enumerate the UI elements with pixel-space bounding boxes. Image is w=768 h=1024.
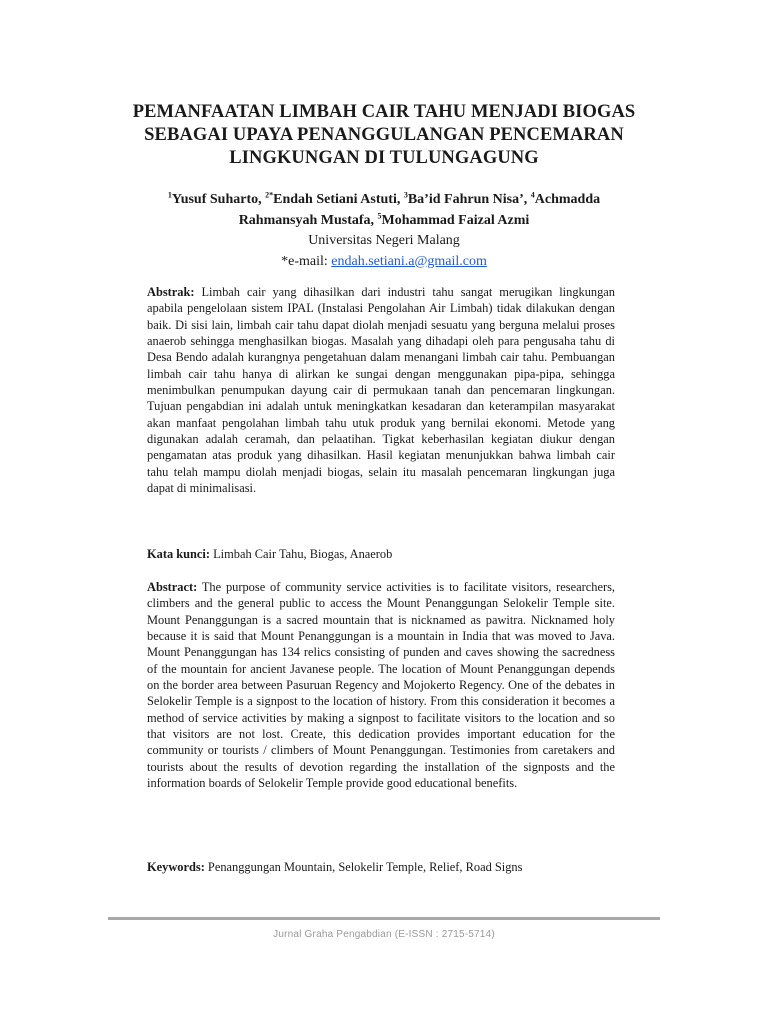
abstract-label: Abstract: xyxy=(147,580,198,594)
journal-footer: Jurnal Graha Pengabdian (E-ISSN : 2715-5714) xyxy=(273,929,495,940)
paper-title xyxy=(110,101,658,170)
kata-kunci-paragraph xyxy=(147,546,615,562)
author-4: $^4$Achmadda xyxy=(530,190,601,207)
author-5: $^5$Mohammad Faizal Azmi xyxy=(377,210,530,228)
title-line-3: LINGKUNGAN DI TULUNGAGUNG xyxy=(229,148,539,168)
keywords-paragraph xyxy=(147,859,615,875)
author-4-cont: Rahmansyah Mustafa, xyxy=(238,212,378,228)
kata-kunci-label: Kata kunci: xyxy=(147,547,210,561)
author-block xyxy=(110,190,658,272)
keywords-label: Keywords: xyxy=(147,860,205,874)
abstrak-text: Limbah cair yang dihasilkan dari industri tahu sangat merugikan lingkungan apabila pengelolaan sistem IPAL (Instalasi Pengolahan Air Limbah) tidak dilakukan dengan baik. Di sisi lain, limbah cair tahu dapat diolah menjadi sesuatu yang berguna melalui proses anaerob sehingga menghasilkan biogas. Masalah yang dihadapi oleh para pengusaha tahu di Desa Bendo adalah kurangnya pengetahuan dalam menangani limbah cair tahu. Pembuangan limbah cair tahu hanya di alirkan ke sungai dengan menggunakan pipa-pipa, sehingga menimbulkan penumpukan dayung cair di permukaan tanah dan pencemaran lingkungan. Tujuan pengabdian ini adalah untuk meningkatkan kesadaran dan keterampilan masyarakat akan manfaat pengolahan limbah tahu utuk produk yang bernilai ekonomi. Metode yang digunakan adalah ceramah, dan pelaatihan. Tigkat keberhasilan kegiatan diukur dengan pengamatan atas produk yang dihasilkan. Hasil kegiatan menunjukkan bahwa limbah cair tahu telah mampu diolah menjadi biogas, selain itu masalah pencemaran lingkungan juga dapat di minimalisasi. xyxy=(147,285,615,496)
title-line-2: SEBAGAI UPAYA PENANGGULANGAN PENCEMARAN xyxy=(144,125,624,145)
author-2: $^{2*}$Endah Setiani Astuti, xyxy=(265,190,404,207)
author-line-1 xyxy=(110,190,658,211)
abstrak-paragraph xyxy=(147,284,615,496)
kata-kunci-text: Limbah Cair Tahu, Biogas, Anaerob xyxy=(210,547,393,561)
email-line xyxy=(110,252,658,273)
title-line-1: PEMANFAATAN LIMBAH CAIR TAHU MENJADI BIOGAS xyxy=(132,102,636,122)
keywords-text: Penanggungan Mountain, Selokelir Temple, Relief, Road Signs xyxy=(204,860,523,874)
footer-divider xyxy=(108,917,660,920)
email-link[interactable]: endah.setiani.a@gmail.com xyxy=(331,253,487,269)
abstract-text: The purpose of community service activities is to facilitate visitors, researchers, climbers and the general public to access the Mount Penanggungan Selokelir Temple site. Mount Penanggungan is a sacred mountain that is nicknamed as pawitra. Nicknamed holy because it is said that Mount Penanggungan is a mountain in India that was moved to Java. Mount Penanggungan has 134 relics consisting of punden and caves showing the sacredness of the mountain for ancient Javanese people. The location of Mount Penanggungan depends on the border area between Pasuruan Regency and Mojokerto Regency. One of the debates in Selokelir Temple is a signpost to the location of history. From this consideration it becomes a method of service activities by making a signpost to facilitate visitors to the location and so that visitors are not lost. Create, this dedication provides important education for the community or tourists / climbers of Mount Penanggungan. Testimonies from caretakers and tourists about the results of devotion regarding the installation of the signposts and the information boards of Selokelir Temple provide good educational benefits. xyxy=(147,580,615,791)
abstract-paragraph xyxy=(147,579,615,791)
author-3: $^3$Ba’id Fahrun Nisa’, xyxy=(403,190,531,207)
author-1: $^1$Yusuf Suharto, xyxy=(167,190,266,207)
author-line-2 xyxy=(110,211,658,232)
abstrak-label: Abstrak: xyxy=(147,285,195,299)
email-label: *e-mail: xyxy=(281,253,332,269)
affiliation: Universitas Negeri Malang xyxy=(308,233,460,248)
